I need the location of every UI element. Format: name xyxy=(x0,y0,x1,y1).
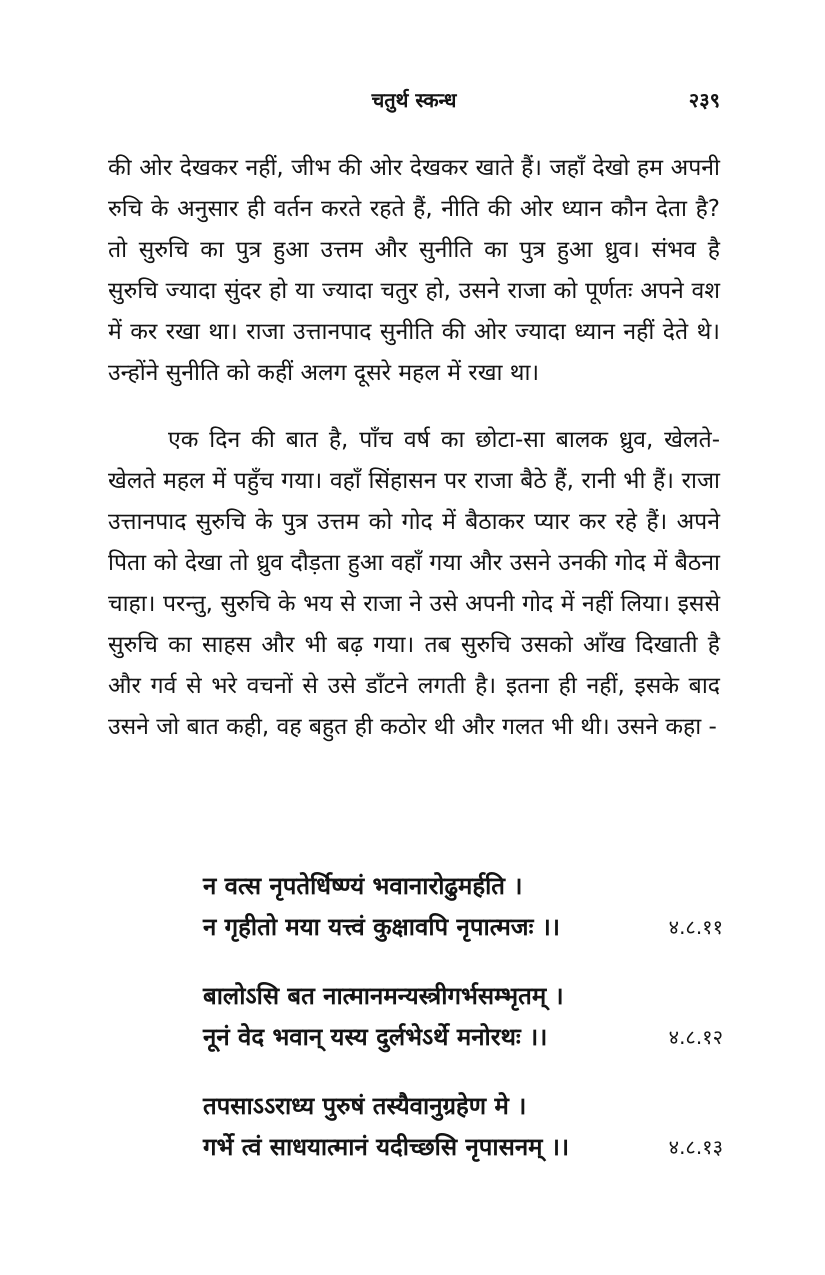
verse-line xyxy=(203,1127,723,1168)
verse-reference: ४.८.१२ xyxy=(668,1025,723,1049)
verse-block xyxy=(203,976,723,1058)
sanskrit-verses xyxy=(203,866,723,1196)
verse-line: न वत्स नृपतेर्धिष्ण्यं भवानारोढुमर्हति । xyxy=(203,872,523,900)
verse-block xyxy=(203,1086,723,1168)
body-text xyxy=(108,148,720,748)
verse-line xyxy=(203,907,723,948)
page-header xyxy=(108,86,720,118)
verse-line xyxy=(203,1017,723,1058)
running-title: चतुर्थ स्कन्ध xyxy=(371,88,457,112)
verse-line-text: न गृहीतो मया यत्त्वं कुक्षावपि नृपात्मजः ।। xyxy=(203,913,560,941)
paragraph-2: एक दिन की बात है, पाँच वर्ष का छोटा-सा बालक ध्रुव, खेलते-खेलते महल में पहुँच गया। वहाँ सिंहासन पर राजा बैठे हैं, रानी भी हैं। राजा उत्तानपाद सुरुचि के पुत्र उत्तम को गोद में बैठाकर प्यार कर रहे हैं। अपने पिता को देखा तो ध्रुव दौड़ता हुआ वहाँ गया और उसने उनकी गोद में बैठना चाहा। परन्तु, सुरुचि के भय से राजा ने उसे अपनी गोद में नहीं लिया। इससे सुरुचि का साहस और भी बढ़ गया। तब सुरुचि उसको आँख दिखाती है और गर्व से भरे वचनों से उसे डाँटने लगती है। इतना ही नहीं, इसके बाद उसने जो बात कही, वह बहुत ही कठोर थी और गलत भी थी। उसने कहा - xyxy=(108,427,720,740)
verse-line: बालोऽसि बत नात्मानमन्यस्त्रीगर्भसम्भृतम् । xyxy=(203,982,564,1010)
verse-block xyxy=(203,866,723,948)
verse-reference: ४.८.१३ xyxy=(668,1135,723,1159)
page-number: २३९ xyxy=(688,88,720,112)
verse-line: तपसाऽऽराध्य पुरुषं तस्यैवानुग्रहेण मे । xyxy=(203,1092,527,1120)
paragraph-1: की ओर देखकर नहीं, जीभ की ओर देखकर खाते हैं। जहाँ देखो हम अपनी रुचि के अनुसार ही वर्तन करते रहते हैं, नीति की ओर ध्यान कौन देता है? तो सुरुचि का पुत्र हुआ उत्तम और सुनीति का पुत्र हुआ ध्रुव। संभव है सुरुचि ज्यादा सुंदर हो या ज्यादा चतुर हो, उसने राजा को पूर्णतः अपने वश में कर रखा था। राजा उत्तानपाद सुनीति की ओर ज्यादा ध्यान नहीं देते थे। उन्होंने सुनीति को कहीं अलग दूसरे महल में रखा था। xyxy=(108,155,720,386)
verse-line-text: नूनं वेद भवान् यस्य दुर्लभेऽर्थे मनोरथः ।। xyxy=(203,1023,548,1051)
verse-line-text: गर्भे त्वं साधयात्मानं यदीच्छसि नृपासनम् ।। xyxy=(203,1133,570,1161)
verse-reference: ४.८.११ xyxy=(668,915,723,939)
